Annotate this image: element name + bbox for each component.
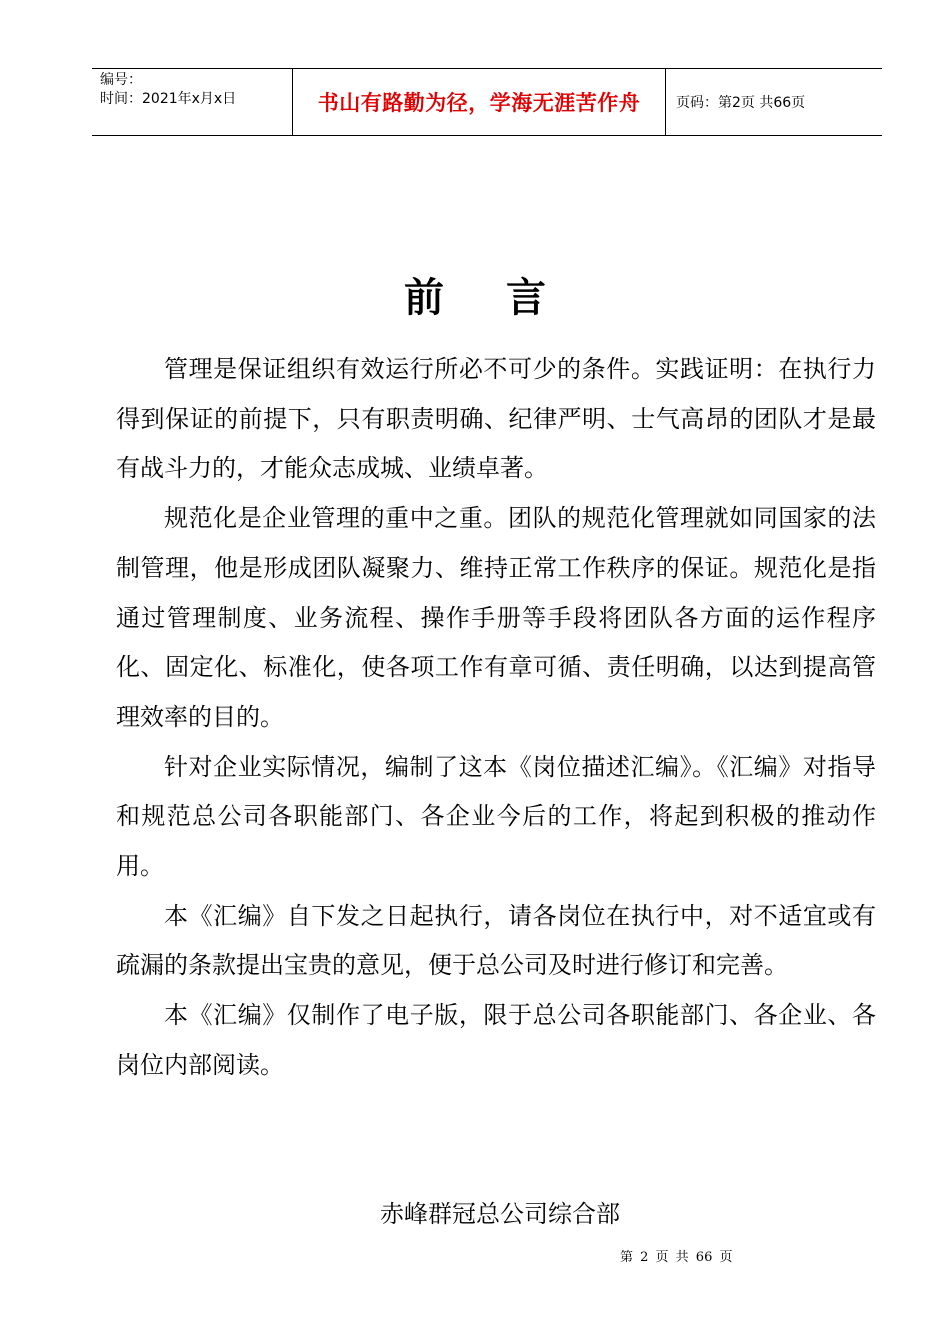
page-footer: 第 2 页 共 66 页 <box>620 1250 733 1265</box>
page-info: 页码：第2页 共66页 <box>676 95 806 111</box>
header-page-cell <box>666 69 882 135</box>
signature: 赤峰群冠总公司综合部 <box>380 1200 620 1228</box>
page-header <box>92 68 882 136</box>
paragraph-2: 规范化是企业管理的重中之重。团队的规范化管理就如同国家的法制管理，他是形成团队凝聚力、维持正常工作秩序的保证。规范化是指通过管理制度、业务流程、操作手册等手段将团队各方面的运作程序化、固定化、标准化，使各项工作有章可循、责任明确，以达到提高管理效率的目的。 <box>116 504 876 731</box>
document-title: 前言 <box>404 275 608 321</box>
paragraph-1: 管理是保证组织有效运行所必不可少的条件。实践证明：在执行力得到保证的前提下，只有职责明确、纪律严明、士气高昂的团队才是最有战斗力的，才能众志成城、业绩卓著。 <box>116 355 876 483</box>
header-meta <box>92 69 293 135</box>
paragraph-5: 本《汇编》仅制作了电子版，限于总公司各职能部门、各企业、各岗位内部阅读。 <box>116 1001 876 1079</box>
header-motto-cell <box>293 69 666 135</box>
paragraph-4: 本《汇编》自下发之日起执行，请各岗位在执行中，对不适宜或有疏漏的条款提出宝贵的意见，便于总公司及时进行修订和完善。 <box>116 901 876 980</box>
document-body <box>116 345 876 1091</box>
time-label: 时间：2021年x月x日 <box>100 91 237 107</box>
paragraph-3: 针对企业实际情况，编制了这本《岗位描述汇编》。《汇编》对指导和规范总公司各职能部门、各企业今后的工作，将起到积极的推动作用。 <box>116 752 876 881</box>
motto-text: 书山有路勤为径，学海无涯苦作舟 <box>317 91 641 115</box>
number-label: 编号： <box>100 72 142 88</box>
